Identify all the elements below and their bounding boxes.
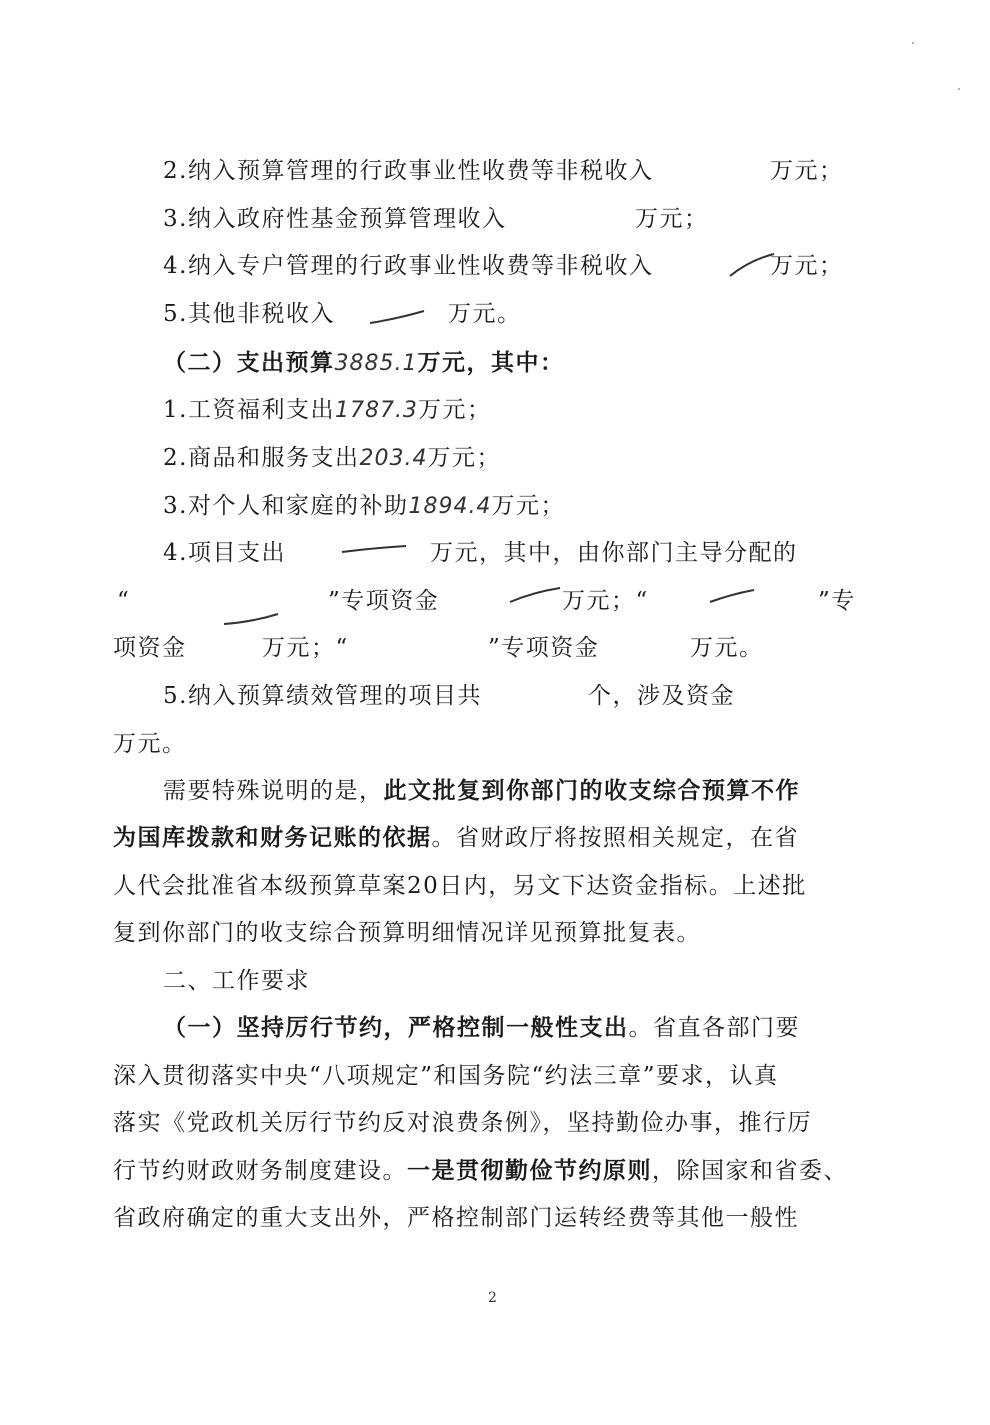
income-line-5 (163, 299, 335, 329)
line-text: 行节约财政财务制度建设。 (113, 1158, 407, 1184)
fund-label: ”专项资金 (328, 588, 440, 614)
unit-text: 万元。 (113, 731, 187, 757)
income-line-5-unit (448, 299, 522, 329)
income-line-3-unit (635, 204, 709, 234)
line-text: 3.对个人和家庭的补助 (163, 493, 409, 519)
bold-text: （一）坚持厉行节约，严格控制一般性支出 (163, 1014, 629, 1041)
expense-heading (163, 348, 564, 379)
unit-text: 万元。 (690, 635, 764, 661)
line-text: ”专项资金 (488, 635, 600, 661)
handwritten-value: 1787.3 (334, 398, 418, 423)
line-text: 5.其他非税收入 (163, 301, 335, 327)
income-line-2 (163, 156, 653, 186)
line-text: 需要特殊说明的是， (163, 778, 384, 804)
line-text: 4.纳入专户管理的行政事业性收费等非税收入 (163, 253, 654, 279)
unit-text: 万元； (427, 445, 501, 471)
special-fund-close (818, 586, 856, 616)
line-text: 个，涉及资金 (588, 683, 735, 709)
unit-text: 万元，其中，由你部门主导分配的 (430, 540, 798, 566)
requirement-paragraph-line-2 (113, 1061, 779, 1091)
line-text: 4.项目支出 (163, 540, 286, 566)
handwritten-value: 203.4 (359, 446, 428, 471)
income-line-4-unit (770, 251, 844, 281)
special-fund-label (328, 586, 439, 616)
unit-text: 万元； (417, 397, 492, 423)
line-text: ，除国家和省委、 (652, 1158, 848, 1184)
line-text: 。省直各部门要 (628, 1015, 800, 1041)
income-line-4 (163, 251, 653, 281)
note-paragraph-line-4 (113, 918, 701, 948)
special-fund-line-2b (262, 633, 349, 663)
handwritten-dash (222, 604, 282, 630)
expense-line-2 (163, 443, 501, 474)
income-line-2-unit (770, 156, 844, 186)
performance-line-a (163, 681, 482, 711)
line-text: 2.纳入预算管理的行政事业性收费等非税收入 (163, 158, 654, 184)
note-paragraph-line-3 (113, 871, 807, 901)
special-fund-line-2a (113, 633, 187, 663)
handwritten-dash (340, 540, 410, 560)
page-number: 2 (488, 1290, 497, 1306)
performance-line-b (588, 681, 735, 711)
handwritten-value: 1894.4 (408, 494, 492, 519)
bold-text: 此文批复到你部门的收支综合预算不作 (383, 777, 800, 804)
line-text: 1.工资福利支出 (163, 397, 335, 423)
handwritten-dash (368, 303, 428, 329)
bold-text: 一是贯彻勤俭节约原则 (407, 1157, 652, 1184)
heading-text: （二）支出预算 (163, 349, 335, 376)
handwritten-value: 3885.1 (334, 351, 418, 376)
line-text: 项资金 (113, 635, 187, 661)
requirement-paragraph-line-3 (113, 1108, 812, 1138)
bold-text: 为国库拨款和财务记账的依据 (113, 824, 432, 851)
line-text: 2.商品和服务支出 (163, 445, 360, 471)
requirement-paragraph-line-1 (163, 1013, 800, 1043)
unit-text: 万元； (635, 206, 709, 232)
special-fund-line-2c (488, 633, 599, 663)
expense-line-4-unit (430, 538, 798, 568)
heading-tail: 万元，其中： (417, 349, 565, 376)
unit-text: 万元； (491, 493, 565, 519)
note-paragraph-line-1 (163, 776, 800, 806)
line-text: 落实《党政机关厉行节约反对浪费条例》，坚持勤俭办事，推行厉 (113, 1110, 812, 1136)
line-text: 万元；“ (262, 635, 349, 661)
line-text: 3.纳入政府性基金预算管理收入 (163, 206, 507, 232)
handwritten-dash (508, 584, 564, 608)
line-text: 省政府确定的重大支出外，严格控制部门运转经费等其他一般性 (113, 1205, 799, 1231)
note-paragraph-line-2 (113, 823, 799, 853)
scan-speck (912, 42, 914, 44)
line-text: 5.纳入预算绩效管理的项目共 (163, 683, 482, 709)
income-line-3 (163, 204, 506, 234)
scan-speck (958, 88, 960, 90)
unit-text: 万元； (770, 158, 844, 184)
unit-text: 万元。 (448, 301, 522, 327)
section-heading-requirements (163, 966, 310, 996)
line-text: 复到你部门的收支综合预算明细情况详见预算批复表。 (113, 920, 701, 946)
special-fund-line (117, 586, 130, 616)
special-fund-line-2d (690, 633, 764, 663)
requirement-paragraph-line-4 (113, 1156, 848, 1186)
line-text: 。省财政厅将按照相关规定，在省 (431, 825, 799, 851)
unit-text: 万元；“ (562, 588, 649, 614)
fund-label: ”专 (818, 588, 856, 614)
requirement-paragraph-line-5 (113, 1203, 799, 1233)
line-text: 深入贯彻落实中央“八项规定”和国务院“约法三章”要求，认真 (113, 1063, 779, 1089)
line-text: 人代会批准省本级预算草案20日内，另文下达资金指标。上述批 (113, 873, 807, 899)
special-fund-unit (562, 586, 649, 616)
expense-line-3 (163, 491, 565, 522)
unit-text: 万元； (770, 253, 844, 279)
performance-line-unit (113, 729, 187, 759)
expense-line-1 (163, 395, 491, 426)
expense-line-4 (163, 538, 286, 568)
heading-text: 二、工作要求 (163, 968, 310, 994)
handwritten-dash (708, 586, 758, 608)
quote-open: “ (117, 588, 131, 614)
